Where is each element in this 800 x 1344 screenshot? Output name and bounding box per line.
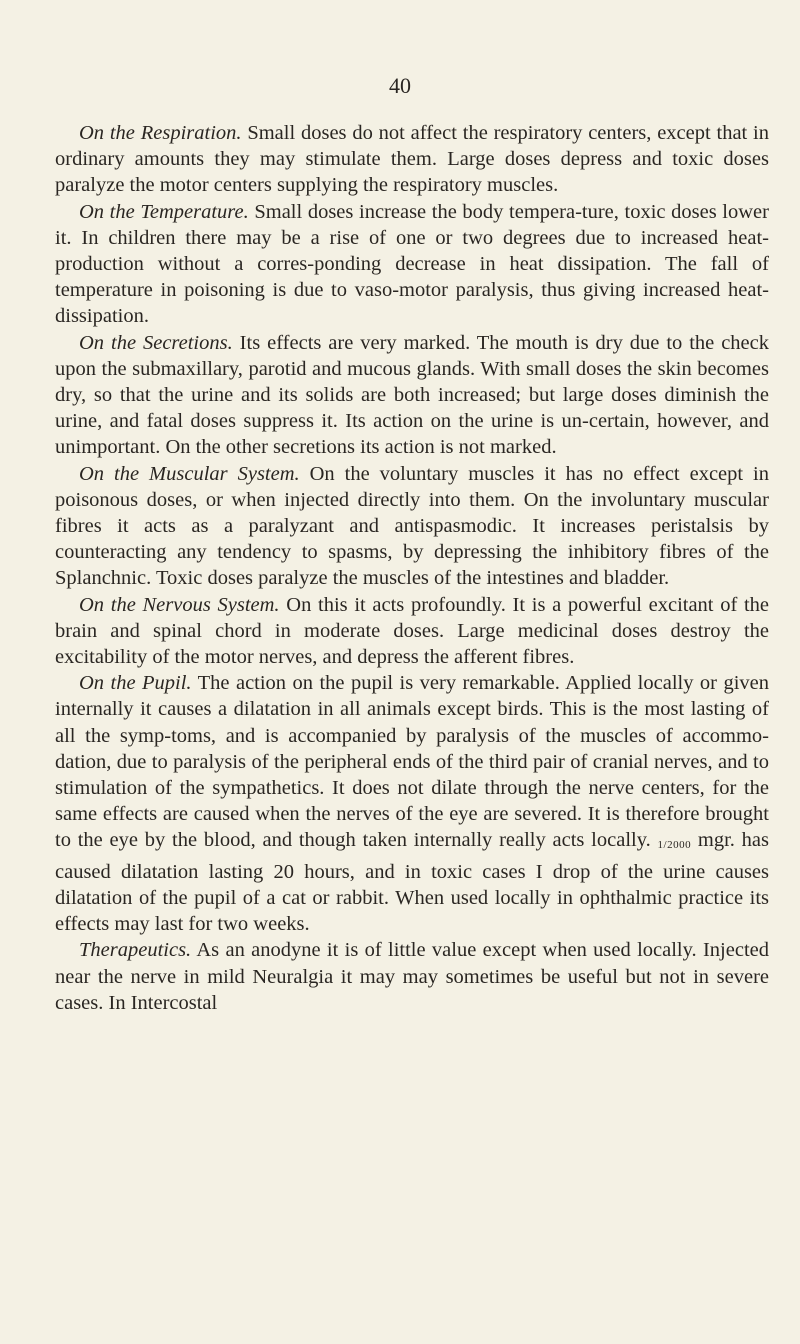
paragraph-text: Its effects are very marked. The mouth is dry due to the check upon the submaxillary, parotid and mucous glands. With small doses the skin becomes dry, so that the urine and its solids are both increased; but large doses diminish the urine, and fatal doses suppress it. Its action on the urine is un-certain, however, and unimportant. On the other secretions its action is not marked. <box>55 331 769 459</box>
paragraph-heading: On the Secretions. <box>79 331 233 354</box>
page-number: 40 <box>389 73 411 98</box>
body-text <box>55 120 769 1016</box>
paragraph-secretions <box>55 330 769 461</box>
paragraph-text: The action on the pupil is very remarkable. Applied locally or given internally it causes a dilatation in all animals except birds. This is the most lasting of all the symp-toms, and is accompanied by paralysis of the muscles of accommo-dation, due to paralysis of the peripheral ends of the third pair of cranial nerves, and to stimulation of the sympathetics. It does not dilate through the nerve centers, for the same effects are caused when the nerves of the eye are severed. It is therefore brought to the eye by the blood, and though taken internally really acts locally. <box>55 672 769 852</box>
paragraph-text-continued: mgr. has caused dilatation lasting 20 hours, and in toxic cases I drop of the urine causes dilatation of the pupil of a cat or rabbit. When used locally in ophthalmic practice its effects may last for two weeks. <box>55 829 769 936</box>
paragraph-heading: On the Pupil. <box>79 672 192 695</box>
paragraph-heading: On the Temperature. <box>79 200 249 223</box>
paragraph-text: On this it acts profoundly. It is a powerful excitant of the brain and spinal chord in moderate doses. Large medicinal doses destroy the excitability of the motor nerves, and depress the afferent fibres. <box>55 593 770 669</box>
paragraph-heading: Therapeutics. <box>79 939 192 962</box>
paragraph-heading: On the Respiration. <box>79 122 242 144</box>
paragraph-temperature <box>55 199 769 330</box>
paragraph-text: Small doses increase the body tempera-ture, toxic doses lower it. In children there may be a rise of one or two degrees due to increased heat-production without a corres-ponding decrease in heat dissipation. The fall of temperature in poisoning is due to vaso-motor paralysis, thus giving increased heat-dissipation. <box>55 200 769 328</box>
paragraph-heading: On the Nervous System. <box>79 593 280 616</box>
paragraph-text: Small doses do not affect the respiratory centers, except that in ordinary amounts they may stimulate them. Large doses depress and toxic doses paralyze the motor centers supplying the respiratory muscles. <box>55 122 769 197</box>
paragraph-muscular-system <box>55 461 769 592</box>
dose-fraction: 1/2000 <box>657 839 692 852</box>
paragraph-text: On the voluntary muscles it has no effect except in poisonous doses, or when injected directly into them. On the involuntary muscular fibres it acts as a paralyzant and antispasmodic. It increases peristalsis by counteracting any tendency to spasms, by depressing the inhibitory fibres of the Splanchnic. Toxic doses paralyze the muscles of the intestines and bladder. <box>55 462 770 590</box>
paragraph-heading: On the Muscular System. <box>79 462 300 485</box>
paragraph-therapeutics <box>55 937 769 1016</box>
paragraph-nervous-system <box>55 592 769 671</box>
paragraph-text: As an anodyne it is of little value except when used locally. Injected near the nerve in mild Neuralgia it may may sometimes be useful but not in severe cases. In Intercostal <box>55 939 769 1014</box>
paragraph-pupil <box>55 670 769 937</box>
paragraph-respiration <box>55 120 769 199</box>
